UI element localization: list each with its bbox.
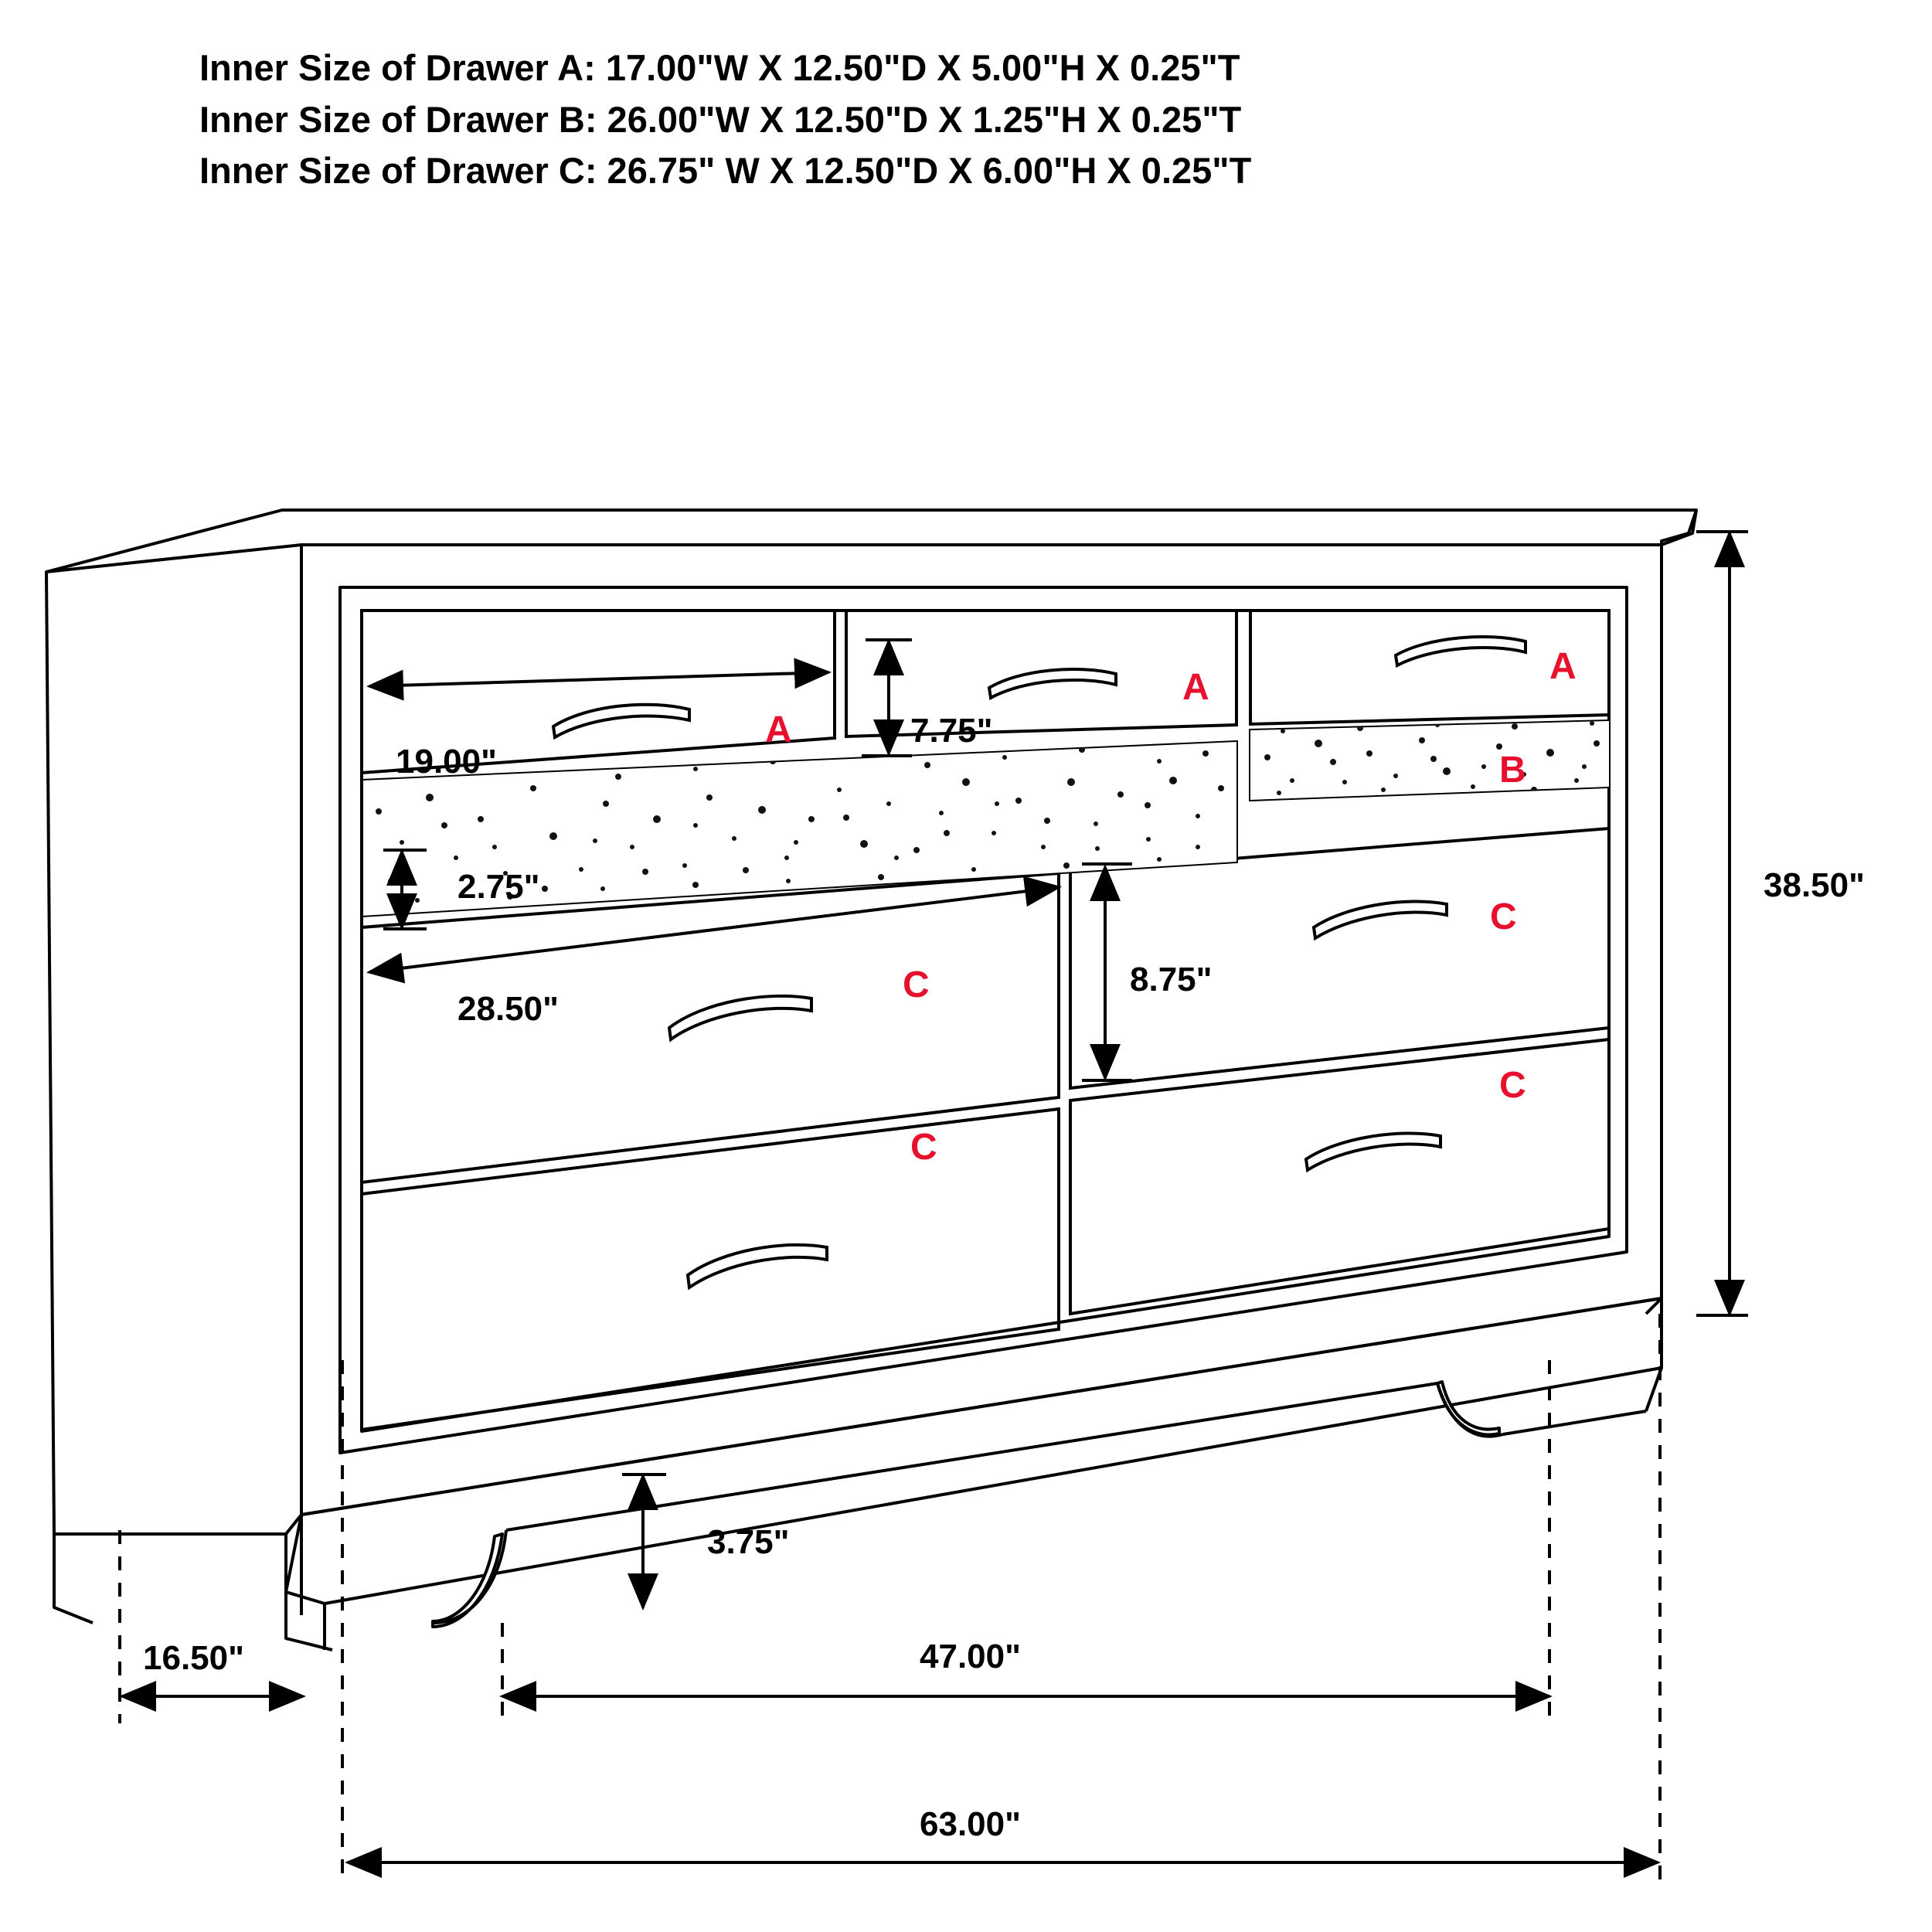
dim-28-50: 28.50" — [457, 990, 559, 1028]
drawer-label-a2: A — [1182, 667, 1209, 708]
drawer-label-c2: C — [1490, 896, 1517, 937]
spec-line-b: Inner Size of Drawer B: 26.00"W X 12.50"D X 1.25"H X 0.25"T — [199, 98, 1242, 140]
dim-38-50: 38.50" — [1764, 866, 1865, 904]
drawer-label-a1: A — [765, 709, 792, 750]
drawer-a2 — [846, 611, 1236, 736]
spec-line-c: Inner Size of Drawer C: 26.75" W X 12.50"D X 6.00"H X 0.25"T — [199, 150, 1252, 192]
drawer-label-b1: B — [1499, 750, 1526, 791]
dim-16-50: 16.50" — [143, 1639, 244, 1677]
spec-line-a: Inner Size of Drawer A: 17.00"W X 12.50"D X 5.00"H X 0.25"T — [199, 47, 1240, 88]
drawer-c1 — [362, 873, 1059, 1182]
dim-2-75: 2.75" — [457, 868, 540, 906]
dim-8-75: 8.75" — [1130, 961, 1213, 998]
drawer-c3 — [362, 1109, 1059, 1430]
drawer-label-a3: A — [1549, 646, 1577, 687]
cabinet-outline — [46, 510, 1696, 1650]
drawer-label-c3: C — [910, 1127, 937, 1168]
dim-63-00: 63.00" — [920, 1805, 1021, 1843]
drawer-label-c4: C — [1499, 1065, 1526, 1106]
dim-19-00: 19.00" — [396, 743, 497, 781]
dim-3-75: 3.75" — [707, 1523, 790, 1561]
drawer-label-c1: C — [903, 964, 930, 1005]
dim-47-00: 47.00" — [920, 1638, 1021, 1675]
dim-7-75: 7.75" — [910, 712, 993, 750]
